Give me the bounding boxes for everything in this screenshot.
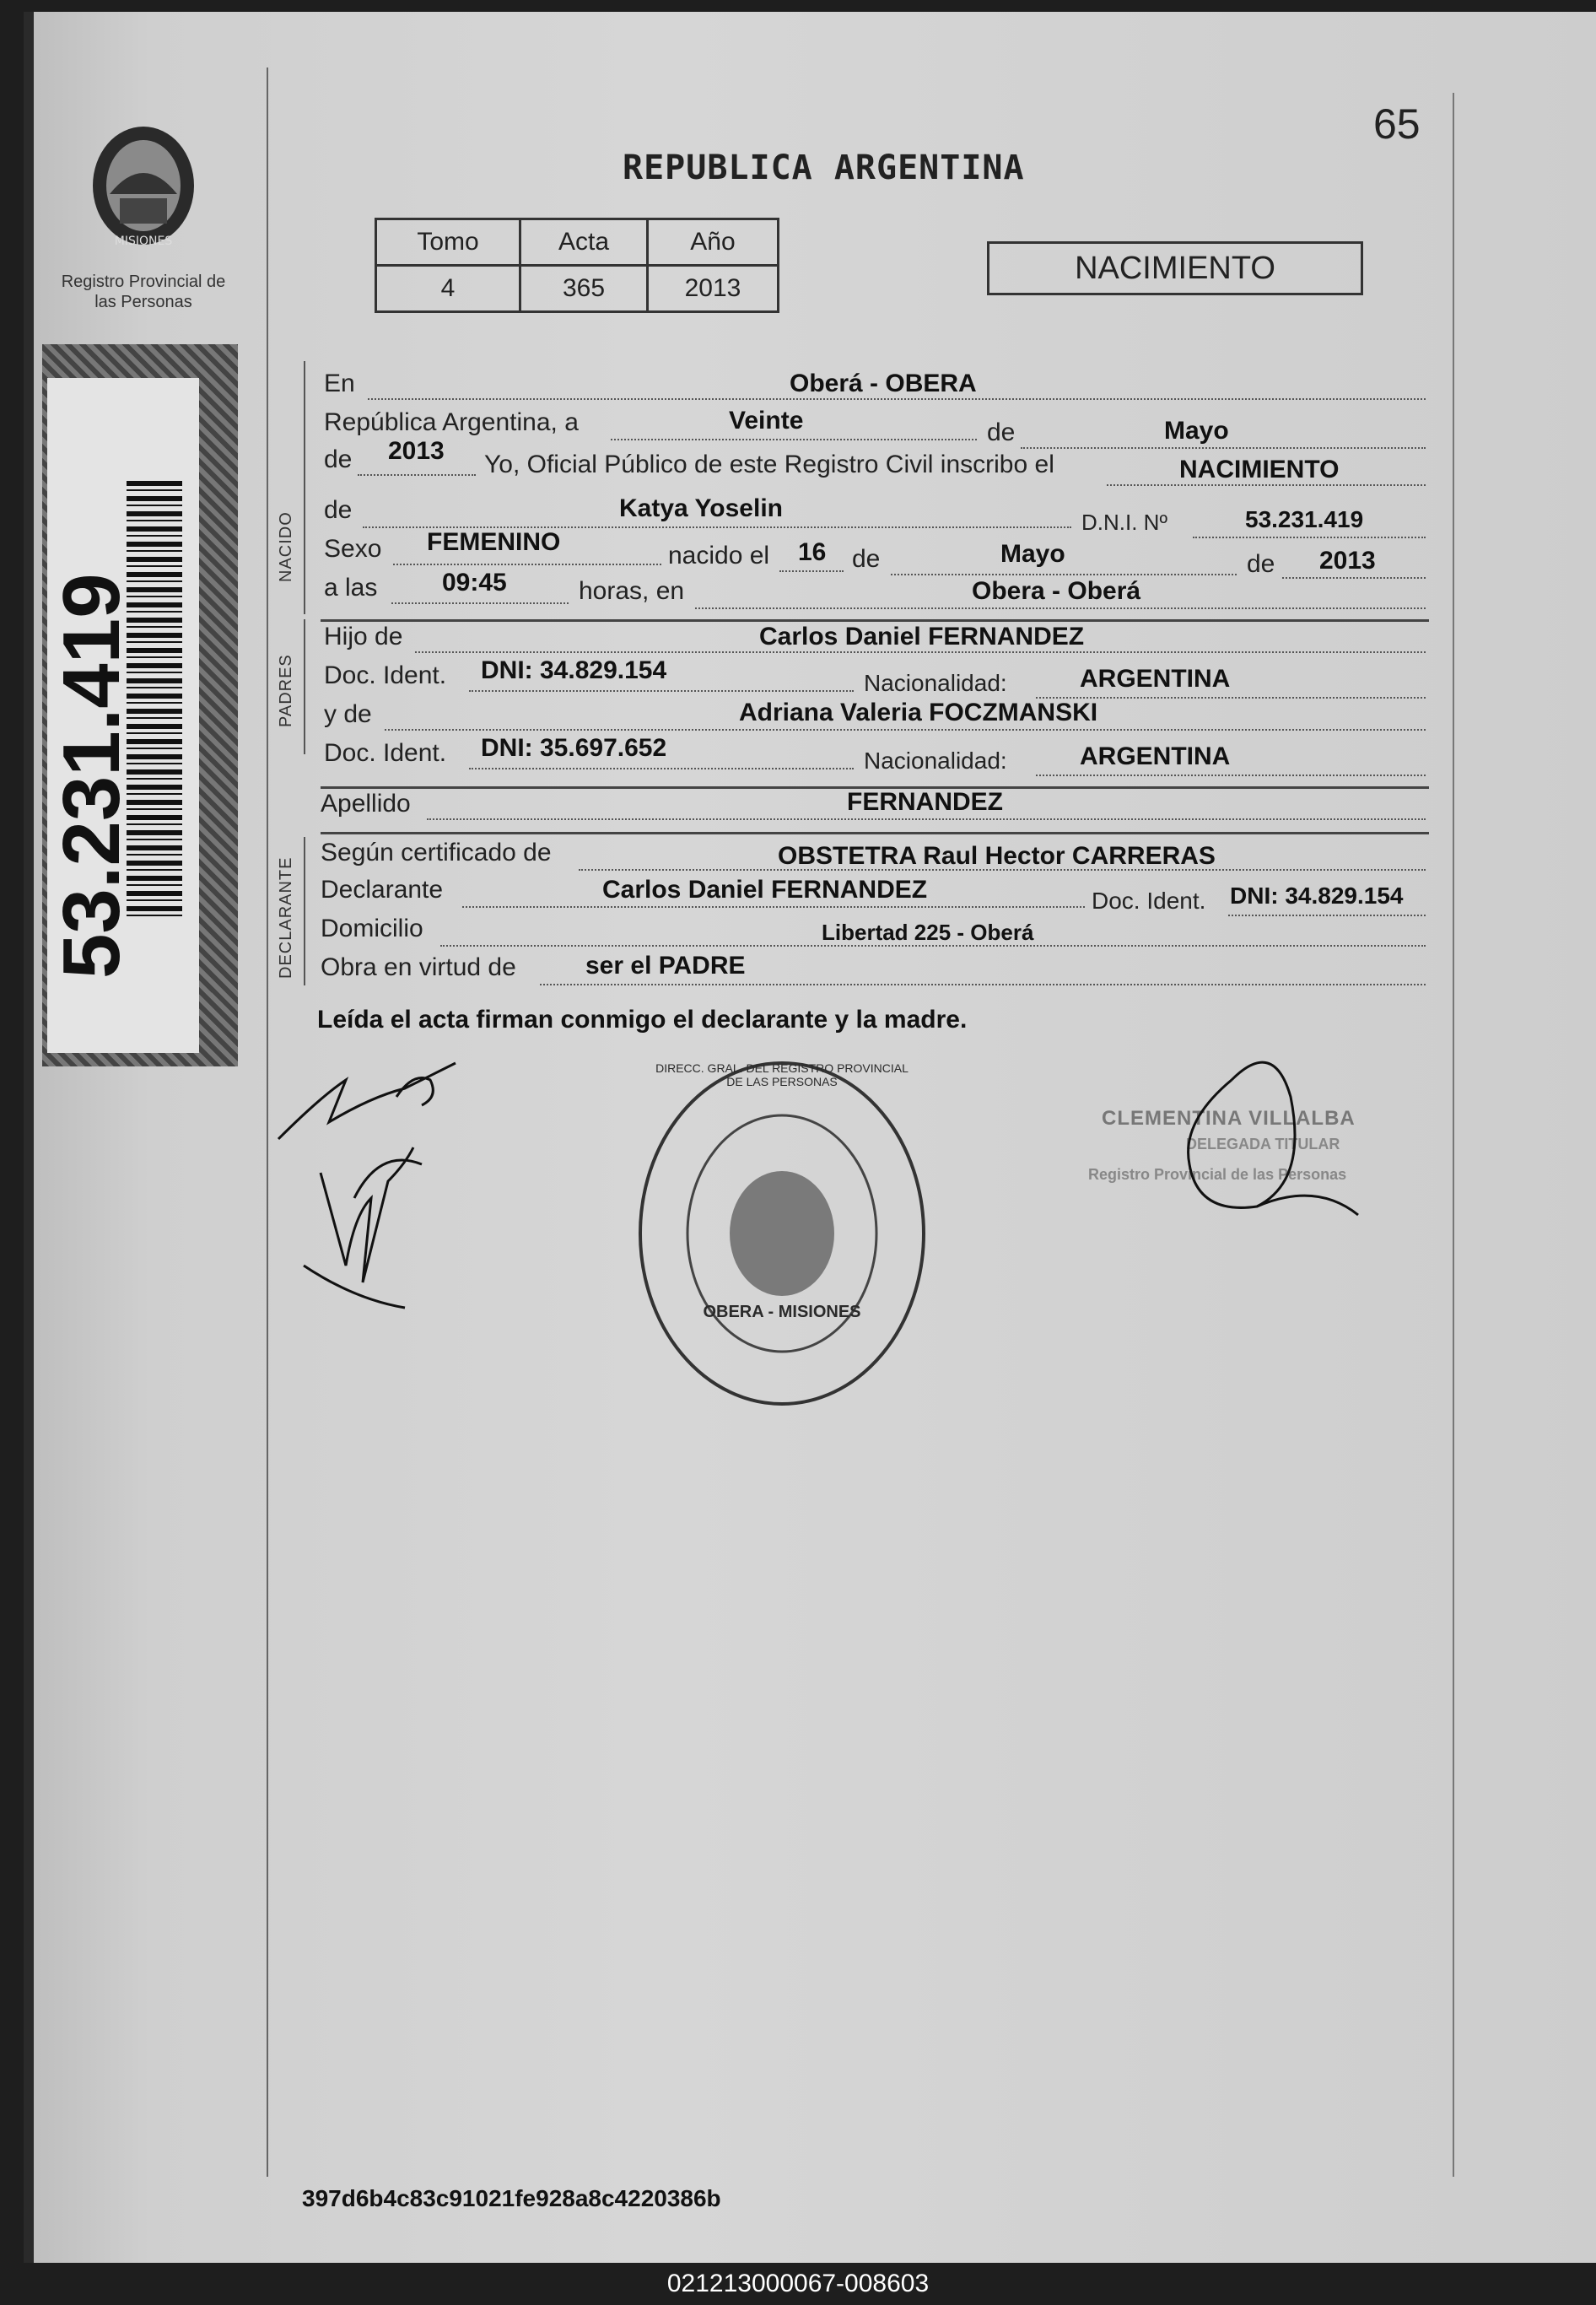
value-mother: Adriana Valeria FOCZMANSKI — [739, 699, 1098, 726]
dotted-line — [391, 602, 569, 604]
value-day-words: Veinte — [729, 407, 804, 435]
value-apellido: FERNANDEZ — [847, 788, 1003, 816]
label-dni: D.N.I. Nº — [1081, 510, 1167, 535]
label-de: de — [987, 418, 1016, 446]
value-birth-month: Mayo — [1000, 540, 1065, 568]
dotted-line — [1193, 537, 1426, 538]
label-de4: de — [852, 545, 881, 573]
section-rule — [304, 837, 305, 985]
table-header-row — [376, 219, 779, 266]
official-org: Registro Provincial de las Personas — [1088, 1166, 1347, 1183]
dotted-line — [540, 984, 1426, 985]
label-republica: República Argentina, a — [324, 408, 579, 436]
section-label-nacido: NACIDO — [277, 511, 295, 582]
label-hijo: Hijo de — [324, 623, 403, 650]
dotted-line — [393, 564, 661, 565]
label-sexo: Sexo — [324, 535, 382, 563]
dotted-line — [779, 570, 844, 572]
dotted-line — [358, 474, 476, 476]
dotted-line — [611, 439, 977, 440]
dotted-line — [891, 574, 1237, 575]
value-month: Mayo — [1164, 417, 1229, 445]
value-declarante: Carlos Daniel FERNANDEZ — [602, 876, 928, 904]
dotted-line — [469, 690, 854, 692]
label-certificado: Según certificado de — [321, 839, 552, 866]
label-alas: a las — [324, 574, 378, 602]
value-mother-nat: ARGENTINA — [1080, 742, 1231, 770]
value-birth-day: 16 — [798, 538, 827, 566]
provincial-logo — [76, 118, 211, 253]
label-nacionalidad2: Nacionalidad: — [864, 748, 1007, 774]
logo-text: MISIONES — [114, 235, 173, 248]
margin-line — [267, 67, 268, 2177]
section-rule — [304, 619, 305, 754]
value-sexo: FEMENINO — [427, 528, 561, 556]
label-en: En — [324, 370, 355, 397]
value-domicilio: Libertad 225 - Oberá — [822, 920, 1034, 945]
label-domicilio: Domicilio — [321, 915, 423, 942]
value-birth-place: Obera - Oberá — [972, 577, 1141, 605]
section-divider — [321, 619, 1429, 622]
section-rule — [304, 361, 305, 614]
value-birth-year: 2013 — [1319, 547, 1376, 575]
table-header: Año — [648, 219, 779, 266]
dotted-line — [415, 651, 1426, 653]
page-number: 65 — [1373, 100, 1421, 148]
dotted-line — [427, 818, 1426, 820]
label-doc3: Doc. Ident. — [1092, 888, 1206, 914]
label-de2: de — [324, 445, 353, 473]
label-nacido: nacido el — [668, 542, 770, 570]
stamp-center-text: OBERA - MISIONES — [703, 1303, 861, 1321]
footer-code: 021213000067-008603 — [666, 2270, 930, 2297]
registry-stamp — [634, 1056, 930, 1411]
label-obra: Obra en virtud de — [321, 953, 516, 981]
value-father-doc: DNI: 34.829.154 — [481, 656, 667, 684]
dotted-line — [1228, 915, 1426, 916]
value-father-nat: ARGENTINA — [1080, 665, 1231, 693]
value-place: Oberá - OBERA — [790, 370, 977, 397]
value-dni: 53.231.419 — [1245, 506, 1364, 532]
stamp-ring-text: DIRECC. GRAL. DEL REGISTRO PROVINCIAL DE LAS PERSONAS — [655, 1061, 909, 1088]
value-year: 2013 — [388, 437, 445, 465]
right-margin-line — [1453, 93, 1454, 2177]
dotted-line — [1021, 447, 1426, 449]
registry-name: Registro Provincial de las Personas — [61, 273, 226, 311]
label-declarante: Declarante — [321, 876, 444, 904]
dotted-line — [469, 768, 854, 769]
value-type: NACIMIENTO — [1179, 456, 1340, 483]
document-hash: 397d6b4c83c91021fe928a8c4220386b — [302, 2185, 721, 2211]
label-nacionalidad: Nacionalidad: — [864, 670, 1007, 696]
value-father: Carlos Daniel FERNANDEZ — [759, 623, 1085, 650]
page-edge — [24, 12, 34, 2263]
vertical-dni-number: 53.231.419 — [46, 573, 137, 979]
page-title: REPUBLICA ARGENTINA — [623, 148, 1025, 187]
table-cell: 4 — [376, 266, 520, 312]
value-time: 09:45 — [442, 569, 507, 596]
closing-text: Leída el acta firman conmigo el declarante y la madre. — [317, 1006, 968, 1034]
label-apellido: Apellido — [321, 790, 411, 818]
value-mother-doc: DNI: 35.697.652 — [481, 734, 667, 762]
record-table — [375, 218, 779, 313]
signature-declarante — [270, 1046, 506, 1325]
label-horas: horas, en — [579, 577, 685, 605]
label-de5: de — [1247, 550, 1275, 578]
label-doc2: Doc. Ident. — [324, 739, 447, 767]
dotted-line — [1107, 484, 1426, 486]
dotted-line — [1282, 577, 1426, 579]
signature-official — [1164, 1046, 1367, 1232]
dotted-line — [385, 729, 1426, 731]
value-certificado: OBSTETRA Raul Hector CARRERAS — [778, 842, 1216, 870]
table-row — [376, 266, 779, 312]
dotted-line — [1036, 775, 1426, 776]
table-header: Tomo — [376, 219, 520, 266]
label-doc: Doc. Ident. — [324, 661, 447, 689]
label-inscribo: Yo, Oficial Público de este Registro Civil inscribo el — [484, 451, 1054, 478]
record-type-box: NACIMIENTO — [987, 241, 1363, 295]
table-cell: 365 — [520, 266, 648, 312]
coat-of-arms-icon — [76, 118, 211, 253]
official-role: DELEGADA TITULAR — [1186, 1136, 1340, 1152]
section-divider — [321, 832, 1429, 834]
label-yde: y de — [324, 700, 372, 728]
table-cell: 2013 — [648, 266, 779, 312]
dotted-line — [462, 906, 1085, 908]
value-name: Katya Yoselin — [619, 494, 783, 522]
dotted-line — [695, 607, 1426, 609]
section-label-padres: PADRES — [277, 654, 295, 727]
value-obra: ser el PADRE — [585, 952, 746, 980]
dotted-line — [368, 398, 1426, 400]
section-label-declarante: DECLARANTE — [277, 856, 295, 979]
official-name: CLEMENTINA VILLALBA — [1102, 1107, 1356, 1130]
table-header: Acta — [520, 219, 648, 266]
value-declarante-doc: DNI: 34.829.154 — [1230, 883, 1404, 909]
label-de3: de — [324, 496, 353, 524]
